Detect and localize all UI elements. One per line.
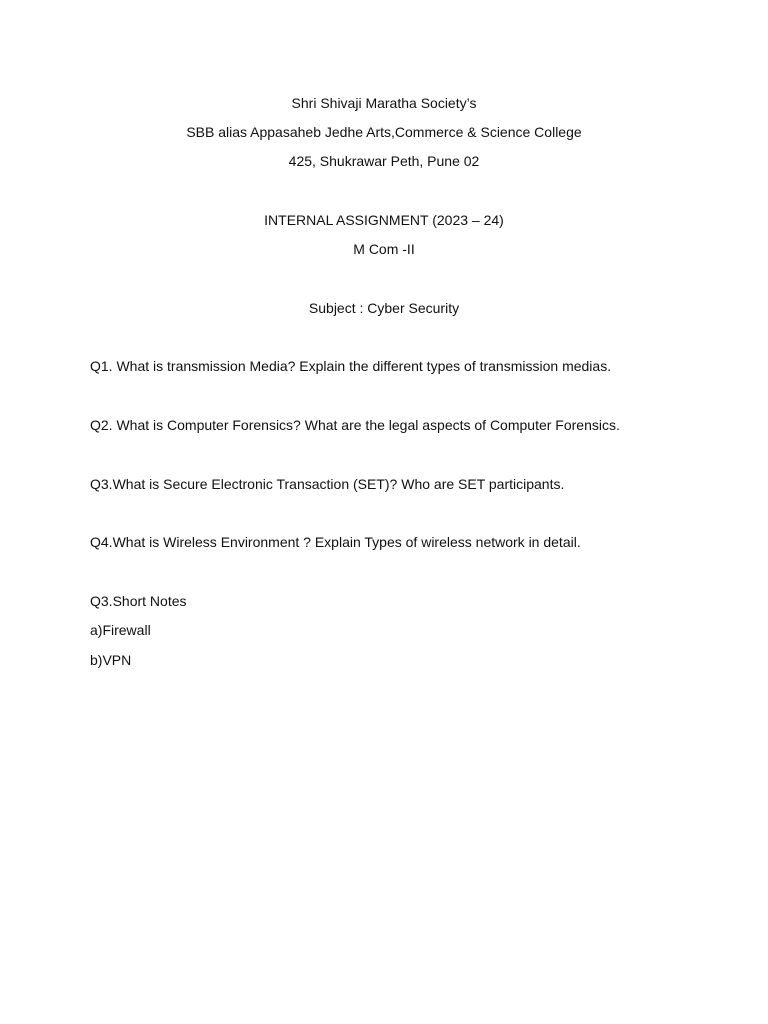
- assignment-title: INTERNAL ASSIGNMENT (2023 – 24): [264, 212, 504, 228]
- subject-line: Subject : Cyber Security: [308, 300, 460, 316]
- question-1: Q1. What is transmission Media? Explain the different types of transmission medias.: [90, 358, 612, 374]
- question-4: Q4.What is Wireless Environment ? Explain Types of wireless network in detail.: [90, 534, 581, 550]
- question-3: Q3.What is Secure Electronic Transaction (SET)? Who are SET participants.: [90, 476, 565, 492]
- college-name: SBB alias Appasaheb Jedhe Arts,Commerce & Science College: [186, 124, 582, 140]
- society-name: Shri Shivaji Maratha Society’s: [291, 95, 477, 111]
- short-notes-heading: Q3.Short Notes: [90, 593, 187, 609]
- short-note-item: a)Firewall: [90, 622, 151, 638]
- college-address: 425, Shukrawar Peth, Pune 02: [288, 153, 480, 169]
- class-name: M Com -II: [353, 241, 415, 257]
- question-2: Q2. What is Computer Forensics? What are the legal aspects of Computer Forensics.: [90, 417, 620, 433]
- short-note-item: b)VPN: [90, 652, 132, 668]
